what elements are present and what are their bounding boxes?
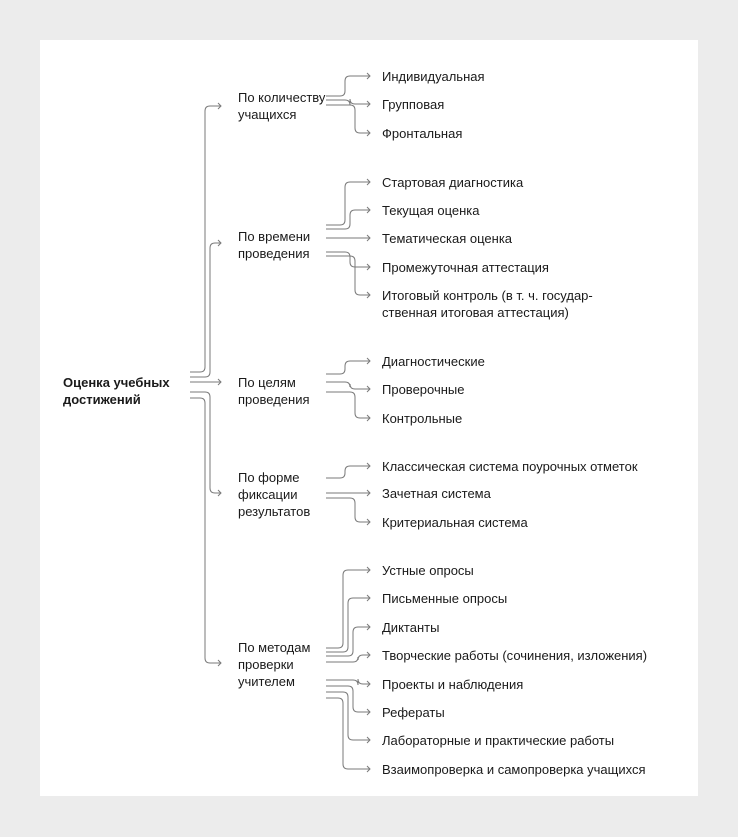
leaf-item: Фронтальная xyxy=(382,126,463,141)
leaf-item: Лабораторные и практические работы xyxy=(382,733,615,748)
leaf-item: Критериальная система xyxy=(382,515,528,530)
category-label-line1: По времени xyxy=(238,229,311,244)
root-label-line2: достижений xyxy=(63,392,141,407)
category-by-teacher-methods xyxy=(238,639,333,690)
leaf-line: Итоговый контроль (в т. ч. государ- xyxy=(382,288,593,303)
leaf-item: Проверочные xyxy=(382,382,465,397)
category-label-line1: По количеству xyxy=(238,90,326,105)
leaf-item: Диктанты xyxy=(382,620,440,635)
leaf-item: Индивидуальная xyxy=(382,69,485,84)
leaf-item: Тематическая оценка xyxy=(382,231,513,246)
leaf-connector xyxy=(326,182,370,225)
root-label-line1: Оценка учебных xyxy=(63,375,170,390)
category-label-line1: По методам xyxy=(238,640,311,655)
category-label-line3: результатов xyxy=(238,504,311,519)
leaf-connector xyxy=(326,210,370,229)
leaf-item: Устные опросы xyxy=(382,563,474,578)
root-connector xyxy=(190,106,221,372)
leaf-item: Текущая оценка xyxy=(382,203,480,218)
leaf-connector xyxy=(326,361,370,374)
root-connector xyxy=(190,398,221,663)
leaf-item: Зачетная система xyxy=(382,486,491,501)
leaf-item: Контрольные xyxy=(382,411,463,426)
category-label-line2: проведения xyxy=(238,246,310,261)
category-label-line2: проведения xyxy=(238,392,310,407)
root-node xyxy=(63,374,170,408)
leaf-connector xyxy=(326,692,370,740)
leaf-item: Взаимопроверка и самопроверка учащихся xyxy=(382,762,646,777)
leaf-line: ственная итоговая аттестация) xyxy=(382,305,569,320)
leaf-item-multiline xyxy=(382,287,672,321)
leaf-item: Творческие работы (сочинения, изложения) xyxy=(382,648,648,663)
leaf-item: Рефераты xyxy=(382,705,445,720)
category-label-line1: По целям xyxy=(238,375,296,390)
leaf-item: Проекты и наблюдения xyxy=(382,677,524,692)
category-label-line3: учителем xyxy=(238,674,295,689)
category-label-line2: фиксации xyxy=(238,487,298,502)
category-by-time xyxy=(238,228,333,262)
leaf-item: Групповая xyxy=(382,97,445,112)
category-label-line2: проверки xyxy=(238,657,294,672)
leaf-item: Письменные опросы xyxy=(382,591,508,606)
leaf-item: Промежуточная аттестация xyxy=(382,260,549,275)
category-label-line1: По форме xyxy=(238,470,300,485)
category-by-student-count xyxy=(238,89,333,123)
category-label-line2: учащихся xyxy=(238,107,297,122)
category-by-purpose xyxy=(238,374,333,408)
category-by-recording-form xyxy=(238,469,333,520)
leaf-item: Стартовая диагностика xyxy=(382,175,524,190)
leaf-item: Диагностические xyxy=(382,354,485,369)
leaf-item: Классическая система поурочных отметок xyxy=(382,459,638,474)
